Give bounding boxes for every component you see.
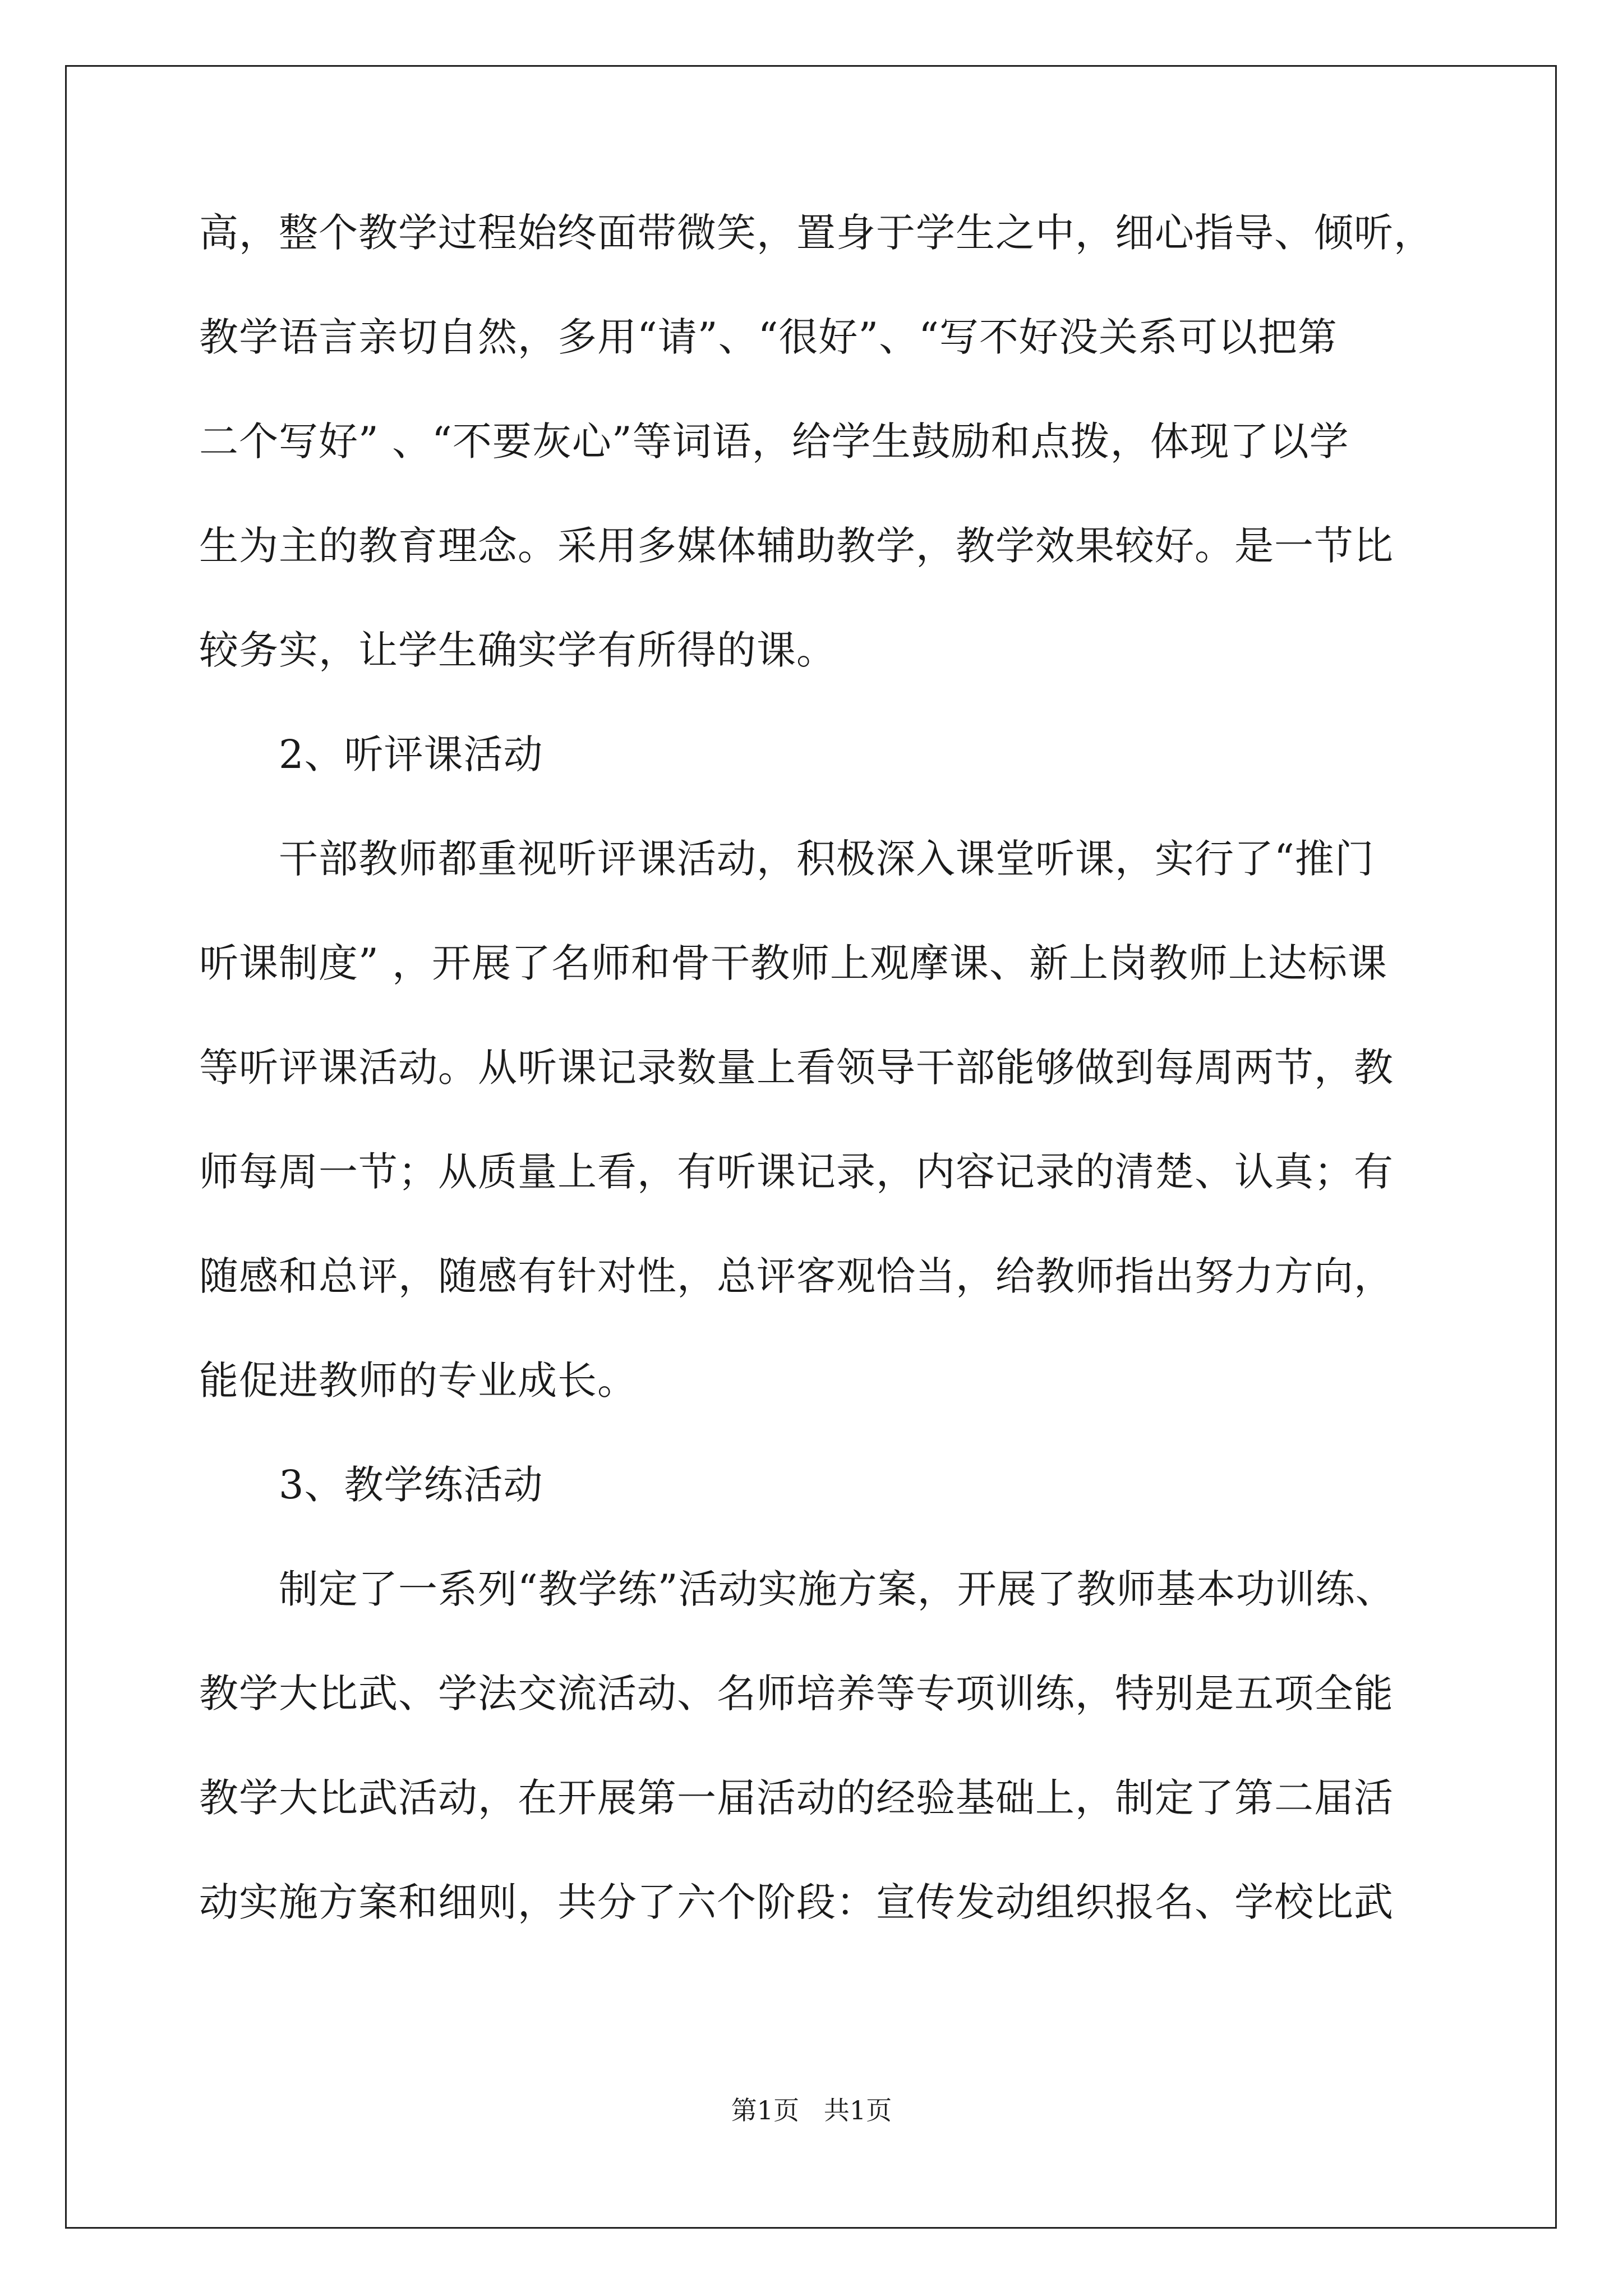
section-heading: 3、教学练活动 — [199, 1462, 543, 1508]
text-line: 等听评课活动。从听课记录数量上看领导干部能够做到每周两节，教 — [199, 1045, 1394, 1091]
text-line: 生为主的教育理念。采用多媒体辅助教学，教学效果较好。是一节比 — [199, 523, 1394, 569]
text-line: 制定了一系列“教学练”活动实施方案，开展了教师基本功训练、 — [199, 1566, 1395, 1612]
text-line: 教学大比武活动，在开展第一届活动的经验基础上，制定了第二届活 — [199, 1775, 1394, 1821]
text-line: 随感和总评，随感有针对性，总评客观恰当，给教师指出努力方向， — [199, 1253, 1394, 1299]
text-line: 听课制度” ，开展了名师和骨干教师上观摩课、新上岗教师上达标课 — [199, 940, 1388, 986]
page-number-footer: 第1页 共1页 — [731, 2095, 892, 2125]
text-line: 教学大比武、学法交流活动、名师培养等专项训练，特别是五项全能 — [199, 1671, 1394, 1717]
section-heading: 2、听评课活动 — [199, 731, 543, 777]
text-line: 动实施方案和细则，共分了六个阶段：宣传发动组织报名、学校比武 — [199, 1879, 1394, 1925]
text-line: 教学语言亲切自然，多用“请”、“很好”、“写不好没关系可以把第 — [199, 314, 1338, 360]
text-line: 师每周一节；从质量上看，有听课记录，内容记录的清楚、认真；有 — [199, 1149, 1394, 1195]
text-line: 干部教师都重视听评课活动，积极深入课堂听课，实行了“推门 — [199, 836, 1375, 882]
text-line: 高，整个教学过程始终面带微笑，置身于学生之中，细心指导、倾听， — [199, 210, 1433, 256]
text-line: 较务实，让学生确实学有所得的课。 — [199, 627, 836, 673]
text-line: 能促进教师的专业成长。 — [199, 1358, 637, 1404]
text-line: 二个写好” 、“不要灰心”等词语，给学生鼓励和点拨，体现了以学 — [199, 418, 1349, 464]
